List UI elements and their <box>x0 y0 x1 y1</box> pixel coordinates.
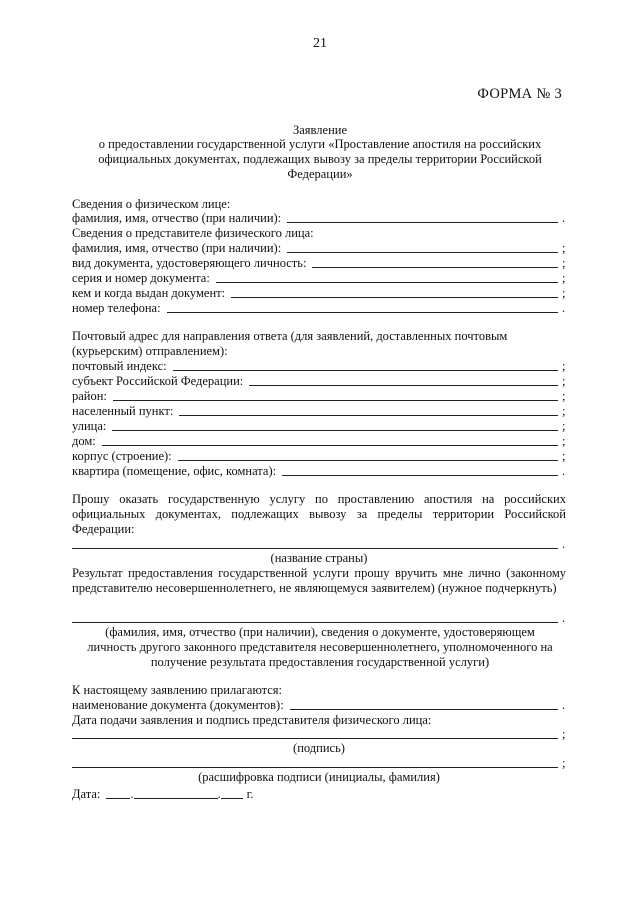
subject-label: субъект Российской Федерации: <box>72 374 244 388</box>
subject-line[interactable] <box>249 385 558 386</box>
locality-line[interactable] <box>179 415 558 416</box>
decoding-end: ; <box>562 756 566 770</box>
street-line[interactable] <box>112 430 558 431</box>
applicant-heading-row <box>72 197 568 212</box>
request-text: Прошу оказать государственную услугу по проставлению апостиля на российских официальных документах, подлежащих вывозу за пределы территории Российской Федерации: <box>72 492 566 536</box>
country-line[interactable] <box>72 548 558 549</box>
apartment-label: квартира (помещение, офис, комната): <box>72 464 277 478</box>
rep-heading: Сведения о представителе физического лица: <box>72 226 314 240</box>
submit-label: Дата подачи заявления и подпись представителя физического лица: <box>72 713 432 727</box>
date-year-suffix: г. <box>246 787 254 801</box>
date-year-line[interactable] <box>221 798 243 799</box>
doc-series-field[interactable] <box>72 271 568 286</box>
house-line[interactable] <box>102 445 558 446</box>
street-label: улица: <box>72 419 107 433</box>
issued-label: кем и когда выдан документ: <box>72 286 226 300</box>
apartment-field[interactable] <box>72 464 568 479</box>
district-line[interactable] <box>113 400 558 401</box>
submit-label-row <box>72 713 568 728</box>
decoding-line[interactable] <box>72 767 558 768</box>
rep-full-name-label: фамилия, имя, отчество (при наличии): <box>72 241 282 255</box>
result-text: Результат предоставления государственной услуги прошу вручить мне лично (законному представителю несовершеннолетнего, не являющемуся заявителем) (нужное подчеркнуть) <box>72 566 566 595</box>
subject-end: ; <box>562 374 566 388</box>
date-label: Дата: <box>72 787 101 801</box>
rep-details-caption: (фамилия, имя, отчество (при наличии), сведения о документе, удостоверяющем личность другого законного представителя несовершеннолетнего, уполномоченного на получение результата предоставления государственной услуги) <box>87 625 553 669</box>
date-dot-1: . <box>130 787 134 801</box>
id-doc-line[interactable] <box>312 267 558 268</box>
id-doc-end: ; <box>562 256 566 270</box>
apartment-line[interactable] <box>282 475 558 476</box>
date-month-line[interactable] <box>134 798 218 799</box>
decoding-field[interactable] <box>72 756 568 771</box>
full-name-field[interactable] <box>72 211 568 226</box>
country-field[interactable] <box>72 537 568 552</box>
attachments-heading-row <box>72 683 568 698</box>
rep-full-name-field[interactable] <box>72 241 568 256</box>
issued-line[interactable] <box>231 297 558 298</box>
signature-field[interactable] <box>72 727 568 742</box>
locality-end: ; <box>562 404 566 418</box>
id-doc-label: вид документа, удостоверяющего личность: <box>72 256 307 270</box>
id-doc-field[interactable] <box>72 256 568 271</box>
full-name-label: фамилия, имя, отчество (при наличии): <box>72 211 282 225</box>
subject-field[interactable] <box>72 374 568 389</box>
building-field[interactable] <box>72 449 568 464</box>
postal-code-label: почтовый индекс: <box>72 359 167 373</box>
phone-line[interactable] <box>167 312 558 313</box>
page-number: 21 <box>313 36 327 51</box>
postal-code-field[interactable] <box>72 359 568 374</box>
locality-field[interactable] <box>72 404 568 419</box>
address-heading: Почтовый адрес для направления ответа (для заявлений, доставленных почтовым (курьерским) отправлением): <box>72 329 508 358</box>
doc-series-label: серия и номер документа: <box>72 271 210 285</box>
document-subtitle: о предоставлении государственной услуги «Проставление апостиля на российских официальных документах, подлежащих вывозу за пределы территории Российской Федерации» <box>98 137 542 181</box>
postal-code-line[interactable] <box>173 370 558 371</box>
date-day-line[interactable] <box>106 798 130 799</box>
building-end: ; <box>562 449 566 463</box>
phone-end: . <box>562 301 566 315</box>
house-label: дом: <box>72 434 96 448</box>
street-end: ; <box>562 419 566 433</box>
doc-names-line[interactable] <box>290 709 558 710</box>
doc-names-end: . <box>562 698 566 712</box>
signature-end: ; <box>562 727 566 741</box>
phone-label: номер телефона: <box>72 301 161 315</box>
doc-names-field[interactable] <box>72 698 568 713</box>
full-name-end: . <box>562 211 566 225</box>
document-title: Заявление <box>292 123 347 137</box>
street-field[interactable] <box>72 419 568 434</box>
district-field[interactable] <box>72 389 568 404</box>
applicant-heading: Сведения о физическом лице: <box>72 197 231 211</box>
doc-names-label: наименование документа (документов): <box>72 698 284 712</box>
phone-field[interactable] <box>72 301 568 316</box>
country-end: . <box>562 537 566 551</box>
locality-label: населенный пункт: <box>72 404 174 418</box>
rep-full-name-end: ; <box>562 241 566 255</box>
doc-series-end: ; <box>562 271 566 285</box>
form-number: ФОРМА № 3 <box>477 86 562 102</box>
rep-details-line[interactable] <box>72 622 558 623</box>
district-end: ; <box>562 389 566 403</box>
decoding-caption: (расшифровка подписи (инициалы, фамилия) <box>198 770 440 784</box>
signature-line[interactable] <box>72 738 558 739</box>
date-field <box>72 787 253 802</box>
rep-details-end: . <box>562 611 566 625</box>
signature-caption: (подпись) <box>293 741 345 755</box>
apartment-end: . <box>562 464 566 478</box>
postal-code-end: ; <box>562 359 566 373</box>
district-label: район: <box>72 389 107 403</box>
country-caption: (название страны) <box>270 551 368 565</box>
house-end: ; <box>562 434 566 448</box>
attachments-heading: К настоящему заявлению прилагаются: <box>72 683 283 697</box>
rep-full-name-line[interactable] <box>287 252 558 253</box>
issued-field[interactable] <box>72 286 568 301</box>
building-line[interactable] <box>178 460 558 461</box>
building-label: корпус (строение): <box>72 449 172 463</box>
issued-end: ; <box>562 286 566 300</box>
date-dot-2: . <box>217 787 221 801</box>
house-field[interactable] <box>72 434 568 449</box>
rep-details-field[interactable] <box>72 611 568 626</box>
full-name-line[interactable] <box>287 222 558 223</box>
doc-series-line[interactable] <box>216 282 558 283</box>
rep-heading-row <box>72 226 568 241</box>
